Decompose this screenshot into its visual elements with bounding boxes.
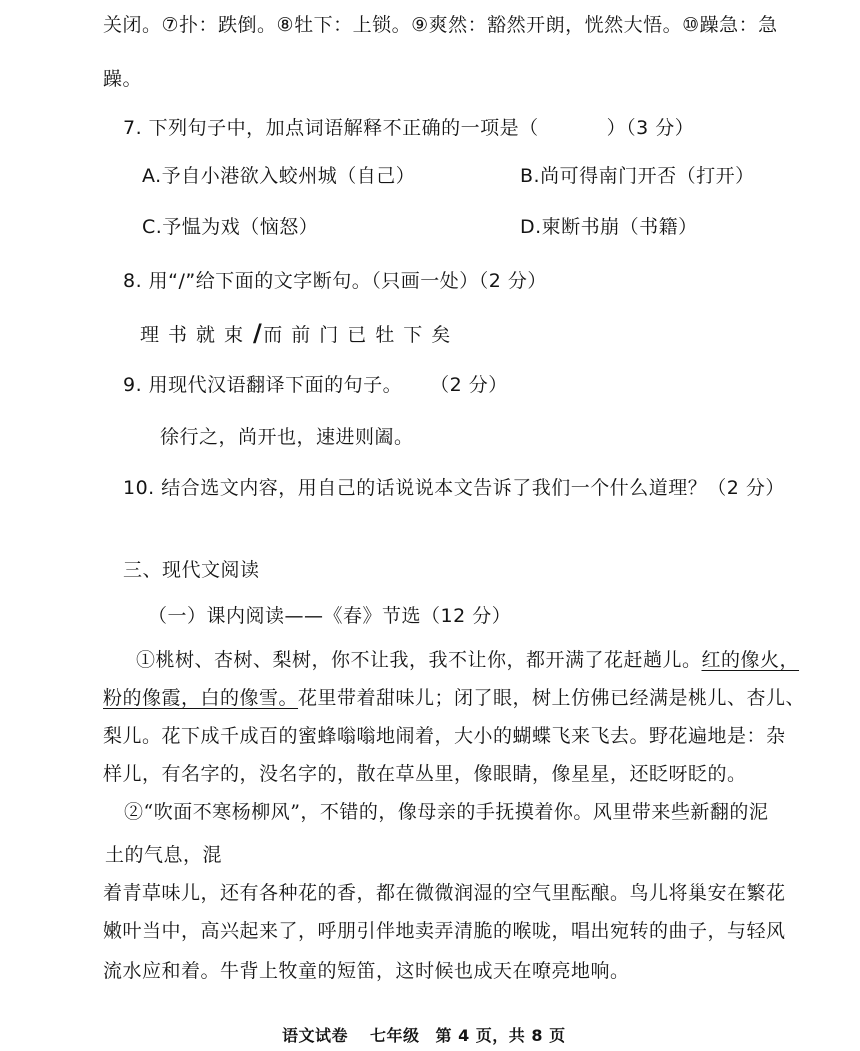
passage-text: 花里带着甜味儿；闭了眼，树上仿佛已经满是桃儿、杏儿、 (298, 687, 806, 709)
glossary-line-1: 关闭。⑦扑：跌倒。⑧牡下：上锁。⑨爽然：豁然开朗，恍然大悟。⑩躁急：急 (103, 14, 778, 36)
question-7-option-d: D.柬断书崩（书籍） (520, 216, 698, 238)
question-8-prompt: 8. 用“/”给下面的文字断句。（只画一处）（2 分） (123, 270, 547, 292)
question-7-prompt (123, 115, 694, 141)
glossary-line-2: 躁。 (103, 68, 143, 90)
passage-p1-line-2 (103, 685, 805, 711)
question-9-sentence: 徐行之，尚开也，速进则阖。 (160, 426, 414, 448)
passage-p2-line-3: 着青草味儿，还有各种花的香，都在微微润湿的空气里酝酿。鸟儿将巢安在繁花 (103, 882, 786, 904)
passage-p2-line-1: ②“吹面不寒杨柳风”，不错的，像母亲的手抚摸着你。风里带来些新翻的泥 (124, 801, 769, 823)
underlined-text: 红的像火， (701, 649, 800, 671)
section-heading: 三、现代文阅读 (123, 559, 260, 581)
passage-p2-line-2: 土的气息，混 (105, 844, 223, 866)
question-9-text: 9. 用现代汉语翻译下面的句子。 (123, 374, 403, 396)
passage-p1-line-3: 梨儿。花下成千成百的蜜蜂嗡嗡地闹着，大小的蝴蝶飞来飞去。野花遍地是：杂 (103, 725, 786, 747)
page-footer (282, 1023, 566, 1049)
footer-page-number: 第 4 页，共 8 页 (435, 1026, 566, 1045)
footer-grade: 七年级 (370, 1026, 420, 1045)
question-9-score: （2 分） (430, 374, 508, 396)
phrase-after: 而前门已牡下矣 (263, 324, 460, 346)
question-7-option-b: B.尚可得南门开否（打开） (520, 165, 755, 187)
question-7-option-a: A.予自小港欲入蛟州城（自己） (142, 165, 416, 187)
question-7-score: ）（3 分） (606, 117, 695, 139)
underlined-text: 粉的像霞，白的像雪。 (103, 687, 299, 709)
passage-text: ①桃树、杏树、梨树，你不让我，我不让你，都开满了花赶趟儿。 (136, 649, 702, 671)
section-sub-heading: （一）课内阅读——《春》节选（12 分） (148, 605, 512, 627)
passage-p2-line-5: 流水应和着。牛背上牧童的短笛，这时候也成天在嘹亮地响。 (103, 960, 630, 982)
passage-p1-line-1 (136, 647, 799, 673)
question-7-option-c: C.予愠为戏（恼怒） (142, 216, 319, 238)
footer-subject: 语文试卷 (282, 1026, 349, 1045)
phrase-before: 理书就束 (140, 324, 253, 346)
question-7-text: 7. 下列句子中，加点词语解释不正确的一项是（ (123, 117, 539, 139)
question-10-prompt: 10. 结合选文内容，用自己的话说说本文告诉了我们一个什么道理？（2 分） (123, 477, 785, 499)
question-9-prompt (123, 372, 508, 398)
divider-mark: / (253, 319, 263, 347)
question-8-phrase (140, 320, 459, 348)
passage-p1-line-4: 样儿，有名字的，没名字的，散在草丛里，像眼睛，像星星，还眨呀眨的。 (103, 763, 747, 785)
passage-p2-line-4: 嫩叶当中，高兴起来了，呼朋引伴地卖弄清脆的喉咙，唱出宛转的曲子，与轻风 (103, 920, 786, 942)
